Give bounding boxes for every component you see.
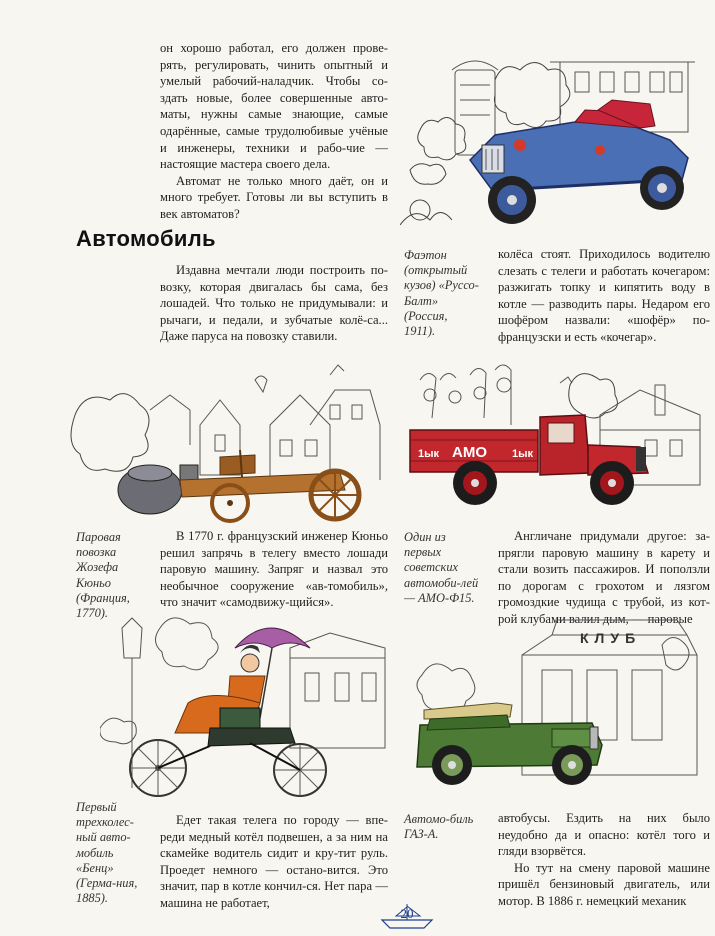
page-number-emblem	[376, 902, 438, 930]
lower-right-text	[498, 810, 710, 910]
club-sign: КЛУБ	[580, 630, 642, 646]
intro-paragraph-1: он хорошо работал, его должен прове-рять, регулировать, чинить опытный и умелый рабочий-наладчик. Чтобы со-здать новые, более совершенные авто-маты, нужны самые знающие, самые одарённые, самые трудолюбивые учёные и инженеры, техники и рабо-чие — настоящие мастера своего дела.	[160, 41, 388, 172]
gaz-a-illustration	[402, 615, 707, 805]
gaz-caption: Автомо-биль ГАЗ-А.	[404, 812, 474, 842]
intro-paragraph-2: Автомат не только много даёт, он и много требует. Готовы ли вы вступить в век автоматов?	[160, 173, 388, 221]
cugnot-paragraph: В 1770 г. французский инженер Кюньо решил запрячь в телегу вместо лошади паровую машину. Запряг и назвал это необычное сооружение «ав-томобиль», что значит «самодвижу-щийся».	[160, 529, 388, 610]
benz-caption: Первый трехколес-ный авто-мобиль «Бенц» (Герма-ния, 1885).	[76, 800, 138, 906]
english-paragraph: Англичане придумали другое: за-прягли паровую машину в карету и стали возить пассажиров. И поползли по дорогам с грохотом и лязгом громоздкие чудища с трубой, из кот-рой клубами валил дым, — паровые	[498, 529, 710, 626]
engine-paragraph: Но тут на смену паровой машине пришёл бензиновый двигатель, или мотор. В 1886 г. немецкий механик	[498, 860, 710, 908]
amo-right-sign: 1ык	[512, 448, 534, 460]
amo-left-sign: 1ык	[418, 448, 440, 460]
cugnot-steam-cart-illustration	[70, 355, 390, 525]
buses-paragraph: автобусы. Ездить на них было неудобно да и опасно: котёл того и гляди взорвётся.	[498, 811, 710, 859]
amo-side-label: АМО	[452, 444, 487, 461]
history-paragraph: Издавна мечтали люди построить по-возку, которая двигалась бы сама, без лошадей. Что только не придумывали: и рычаги, и педали, и зубчатые колё-са... Даже паруса на повозку ставили.	[160, 263, 388, 344]
page-number: 20	[400, 906, 414, 921]
amo-caption: Один из первых советских автомоби-лей — АМО-Ф15.	[404, 530, 479, 605]
phaeton-caption: Фаэтон (открытый кузов) «Руссо-Балт» (Россия, 1911).	[404, 248, 479, 339]
section-heading: Автомобиль	[76, 226, 216, 251]
cart-paragraph: Едет такая телега по городу — впе-реди медный котёл подвешен, а за ним на скамейке водитель сидит и кру-тит руль. Проедет немного — остано-вится. Это значит, пар в котле кончил-ся. Нет пара — машина не работает,	[160, 813, 388, 910]
benz-illustration	[100, 608, 390, 808]
coachman-paragraph: колёса стоят. Приходилось водителю слезать с телеги и работать кочегаром: разжигать топку и кипятить воду в котле — разводить пары. Недаром его шофёром назвали: «шофёр» по-французски и есть «кочегар».	[498, 247, 710, 344]
amo-f15-truck-illustration	[400, 355, 712, 525]
intro-text	[160, 40, 388, 223]
russo-balt-illustration	[400, 40, 700, 240]
cugnot-caption: Паровая повозка Жозефа Кюньо (Франция, 1770).	[76, 530, 130, 621]
